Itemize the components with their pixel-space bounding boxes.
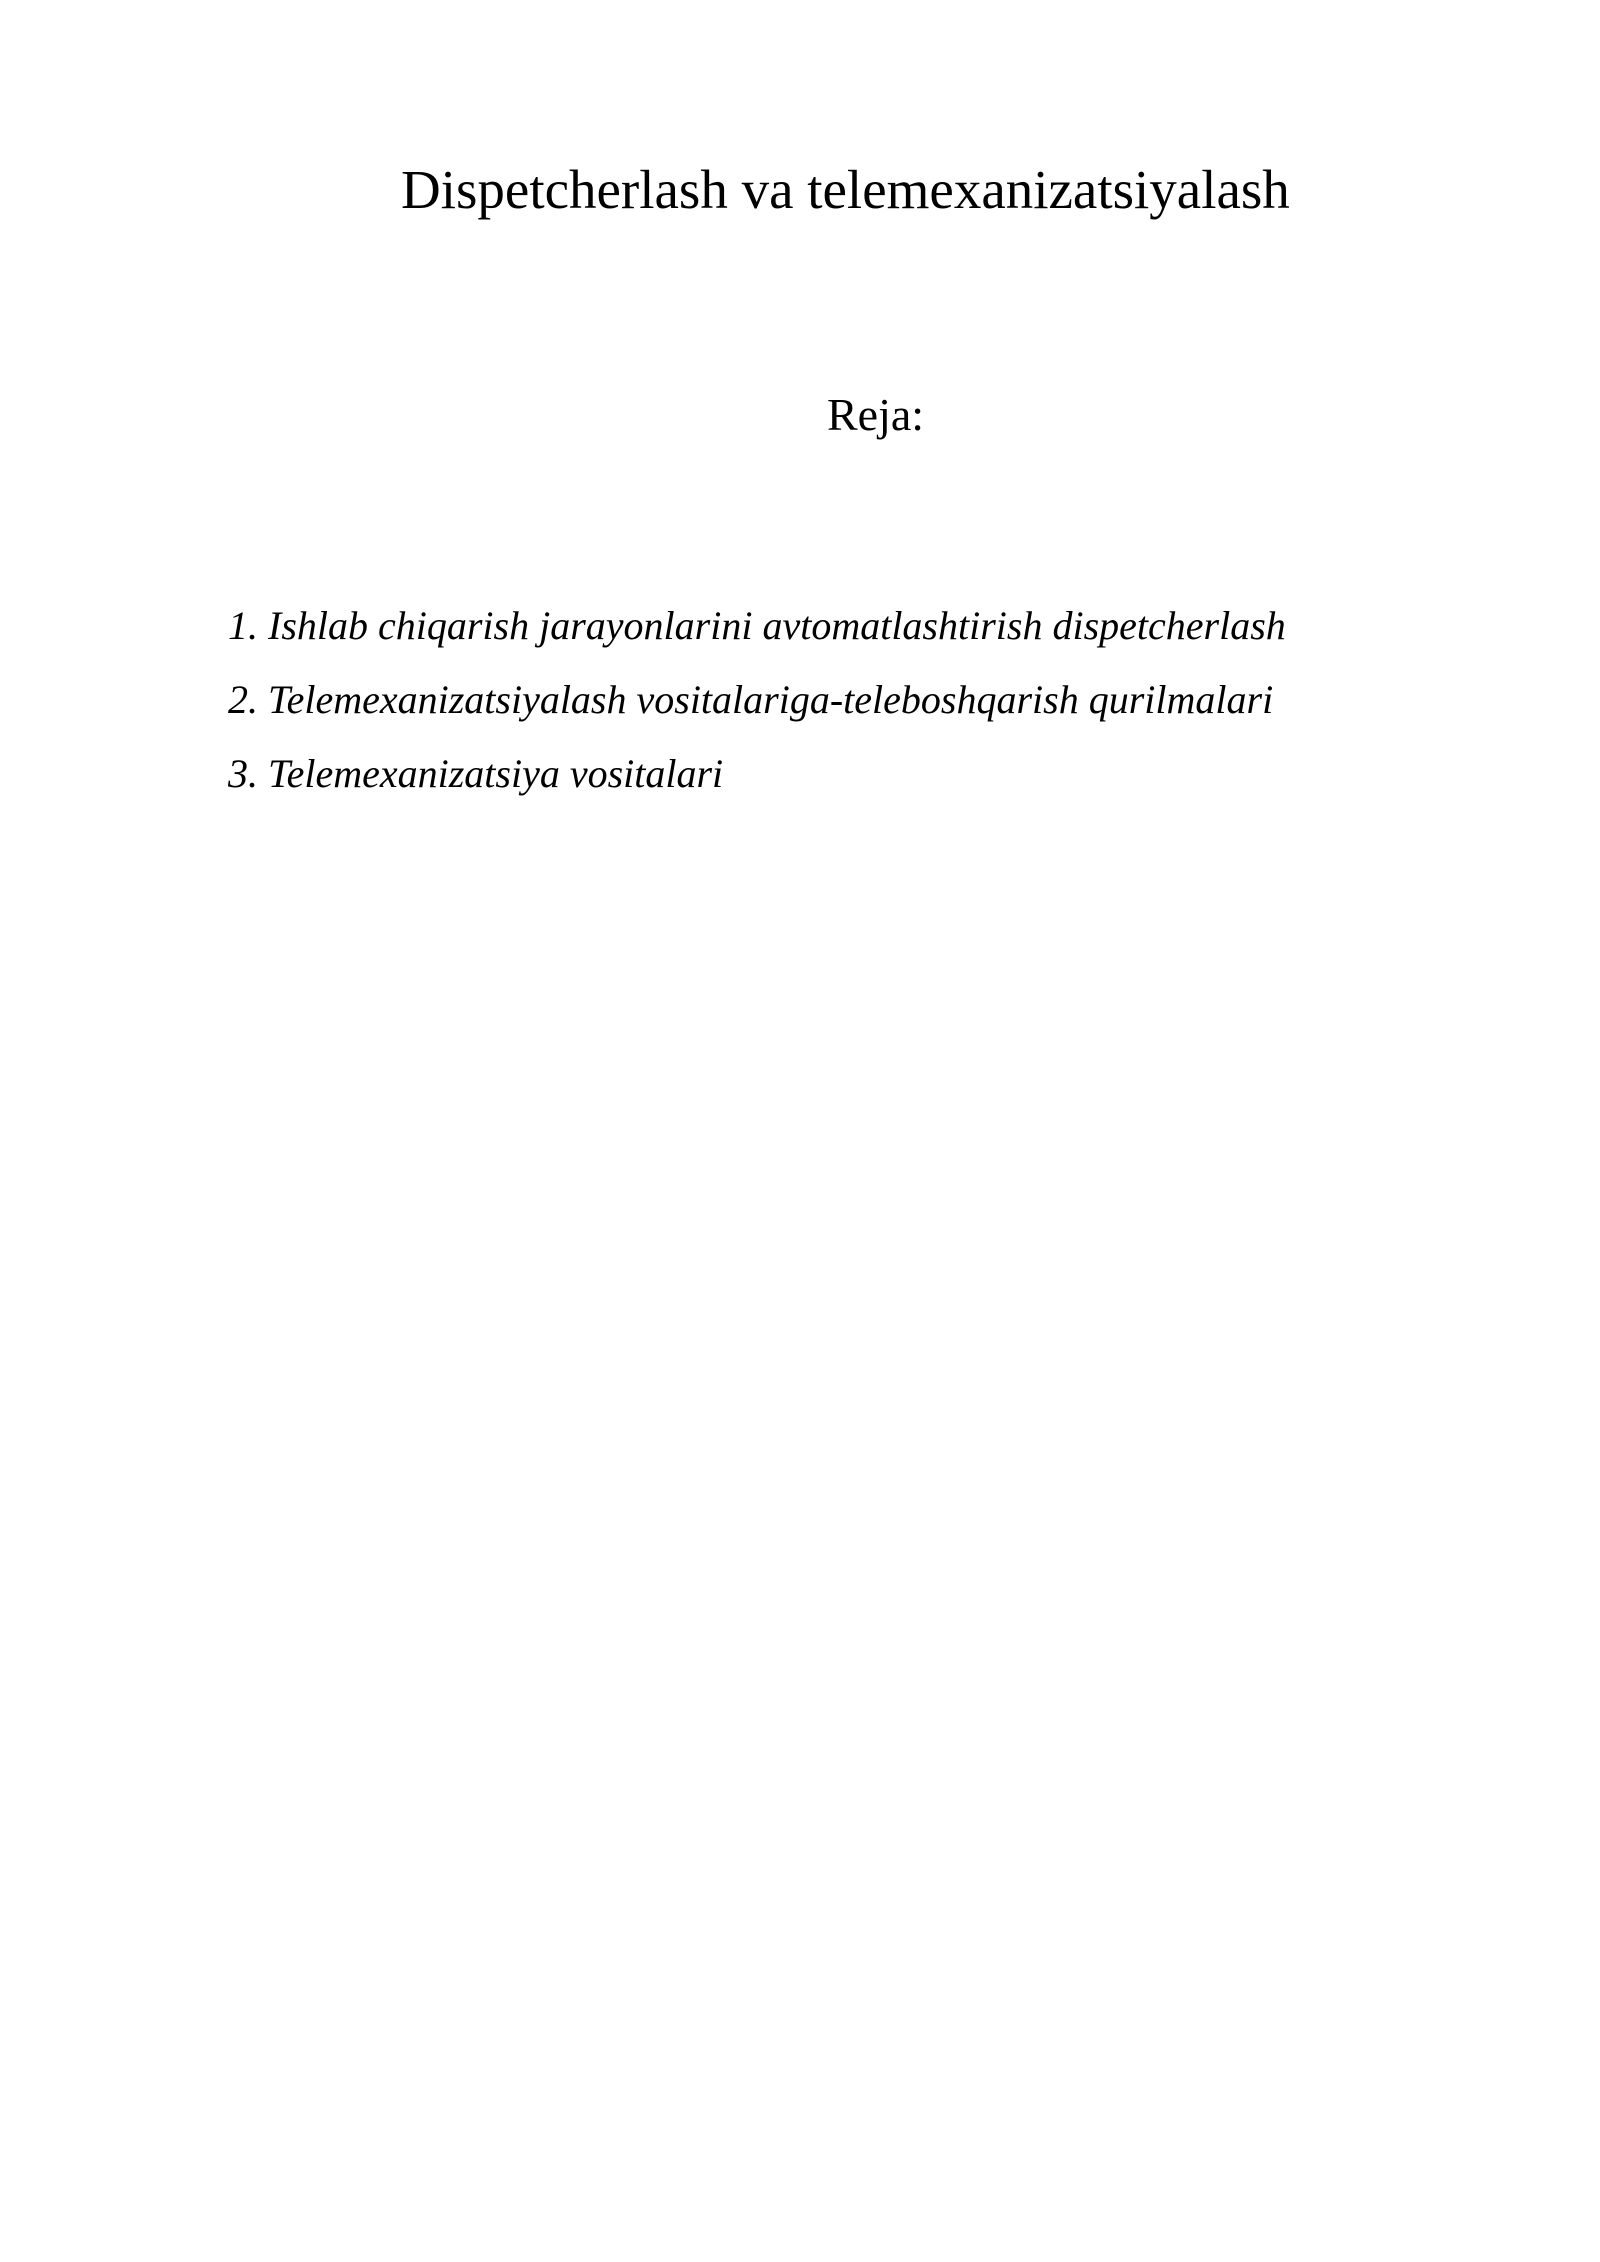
- plan-item-3: [228, 746, 1286, 820]
- plan-item-2: [228, 672, 1286, 746]
- plan-item-text: Ishlab chiqarish jarayonlarini avtomatlashtirish dispetcherlash: [268, 603, 1286, 648]
- plan-item-number: 2.: [228, 677, 258, 722]
- plan-heading: Reja:: [827, 389, 925, 440]
- plan-item-1: [228, 598, 1286, 672]
- plan-item-number: 1.: [228, 603, 258, 648]
- plan-item-number: 3.: [228, 751, 258, 796]
- plan-item-text: Telemexanizatsiya vositalari: [268, 751, 724, 796]
- document-title: Dispetcherlash va telemexanizatsiyalash: [401, 159, 1290, 220]
- plan-item-text: Telemexanizatsiyalash vositalariga-teleboshqarish qurilmalari: [268, 677, 1274, 722]
- plan-list: [228, 598, 1286, 820]
